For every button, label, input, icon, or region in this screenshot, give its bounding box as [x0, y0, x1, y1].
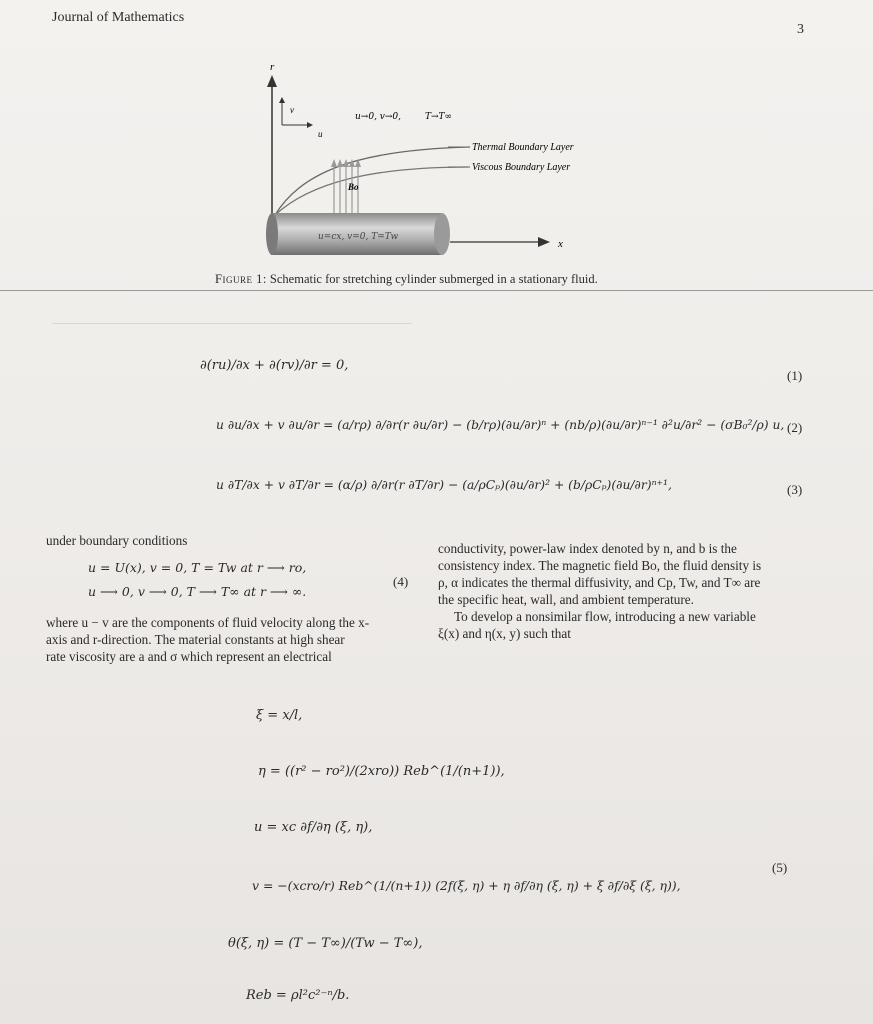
- thermal-boundary-curve: [275, 147, 470, 215]
- caption-rule: [0, 290, 873, 291]
- right-line-2: consistency index. The magnetic field Bo, the fluid density is: [438, 558, 762, 573]
- xi-definition: ξ = x/l,: [256, 708, 303, 723]
- equation-1-number: (1): [787, 368, 803, 383]
- equation-1: ∂(ru)/∂x + ∂(rv)/∂r = 0,: [200, 358, 349, 373]
- x-axis: [450, 237, 550, 247]
- caption-text: Schematic for stretching cylinder submerged in a stationary fluid.: [269, 272, 598, 286]
- boundary-condition-2: u ⟶ 0, v ⟶ 0, T ⟶ T∞ at r ⟶ ∞.: [88, 584, 307, 599]
- equation-2: u ∂u/∂x + v ∂u/∂r = (a/rρ) ∂/∂r(r ∂u/∂r) − (b/rρ)(∂u/∂r)ⁿ + (nb/ρ)(∂u/∂r)ⁿ⁻¹ ∂²u/∂r² − (σB₀²/ρ) u,: [216, 418, 785, 432]
- wall-conditions: u=cx, v=0, T=Tw: [318, 232, 399, 242]
- viscous-boundary-curve: [275, 167, 470, 215]
- page-number: 3: [797, 22, 804, 37]
- right-paragraph: [438, 540, 808, 642]
- v-arrow: [279, 97, 285, 125]
- faint-rule: [52, 323, 412, 324]
- r-axis-label: r: [270, 61, 275, 73]
- far-temperature: T→T∞: [425, 112, 453, 122]
- theta-definition: θ(ξ, η) = (T − T∞)/(Tw − T∞),: [228, 936, 423, 951]
- right-line-3: ρ, α indicates the thermal diffusivity, and Cp, Tw, and T∞ are: [438, 575, 761, 590]
- reynolds-definition: Reb = ρl²c²⁻ⁿ/b.: [246, 988, 350, 1003]
- caption-label: Figure 1:: [215, 272, 267, 286]
- left-line-1: where u − v are the components of fluid velocity along the x-: [46, 615, 370, 630]
- journal-title: Journal of Mathematics: [52, 10, 185, 25]
- right-line-1: conductivity, power-law index denoted by n, and b is the: [438, 541, 737, 556]
- equation-4-number: (4): [393, 574, 409, 589]
- right-line-6: ξ(x) and η(x, y) such that: [438, 626, 571, 641]
- figure-caption: [215, 272, 598, 287]
- equation-5-number: (5): [772, 860, 788, 875]
- right-line-5: To develop a nonsimilar flow, introducing a new variable: [454, 609, 756, 624]
- bc-intro: under boundary conditions: [46, 533, 188, 548]
- v-definition: v = −(xcro/r) Reb^(1/(n+1)) (2f(ξ, η) + η ∂f/∂η (ξ, η) + ξ ∂f/∂ξ (ξ, η)),: [252, 878, 681, 893]
- u-definition: u = xc ∂f/∂η (ξ, η),: [254, 820, 373, 835]
- left-line-3: rate viscosity are a and σ which represent an electrical: [46, 649, 332, 664]
- equation-2-number: (2): [787, 420, 803, 435]
- u-label: u: [318, 129, 323, 139]
- x-axis-label: x: [558, 238, 563, 250]
- left-line-2: axis and r-direction. The material constants at high shear: [46, 632, 345, 647]
- right-line-4: the specific heat, wall, and ambient temperature.: [438, 592, 694, 607]
- equation-3-number: (3): [787, 482, 803, 497]
- schematic-figure: [240, 55, 610, 270]
- far-field-conditions: u→0, v→0,: [355, 112, 401, 122]
- left-paragraph: [46, 614, 416, 665]
- equation-3: u ∂T/∂x + v ∂T/∂r = (α/ρ) ∂/∂r(r ∂T/∂r) − (a/ρCₚ)(∂u/∂r)² + (b/ρCₚ)(∂u/∂r)ⁿ⁺¹,: [216, 478, 672, 492]
- viscous-layer-label: Viscous Boundary Layer: [472, 162, 571, 173]
- u-arrow: [282, 122, 313, 128]
- v-label: v: [290, 105, 294, 115]
- boundary-condition-1: u = U(x), v = 0, T = Tw at r ⟶ ro,: [88, 560, 307, 575]
- eta-definition: η = ((r² − ro²)/(2xro)) Reb^(1/(n+1)),: [258, 764, 505, 779]
- thermal-layer-label: Thermal Boundary Layer: [472, 142, 574, 153]
- magnetic-field-label: Bo: [348, 182, 359, 192]
